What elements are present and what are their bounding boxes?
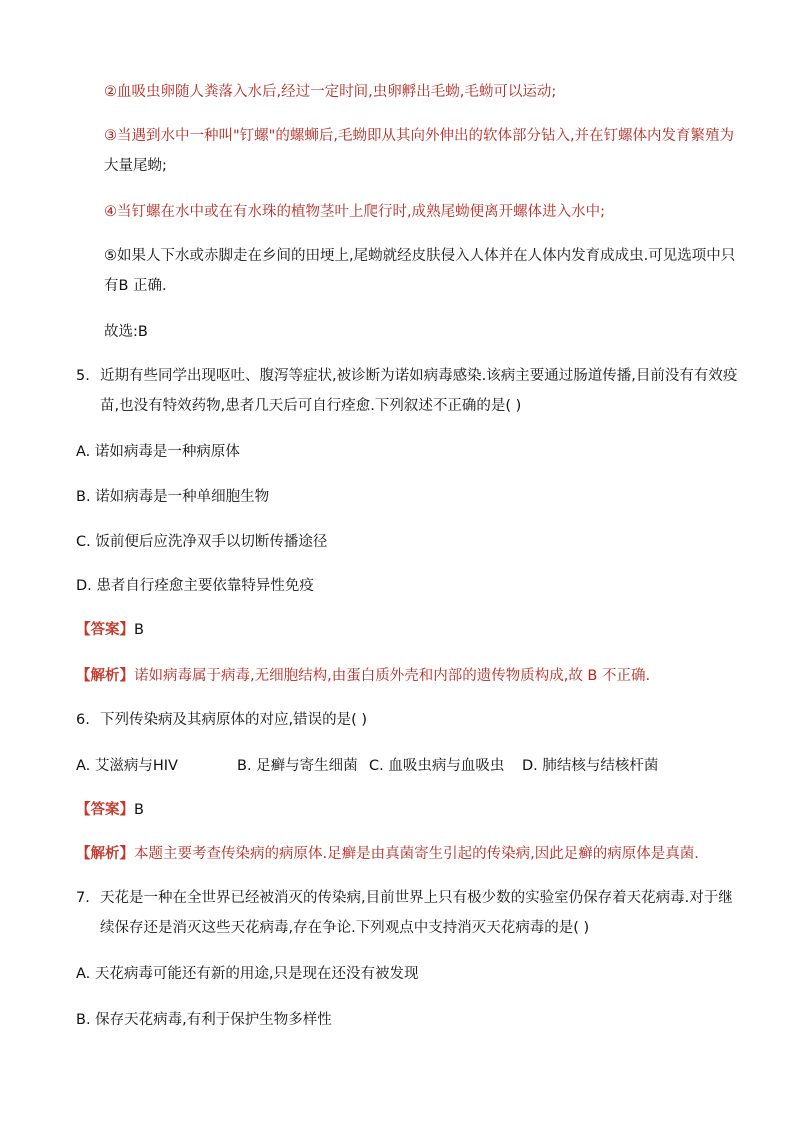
q5-analysis (76, 666, 650, 686)
q6-option-a: A. 艾滋病与HIV (76, 758, 178, 774)
q7-option-b: B. 保存天花病毒,有利于保护生物多样性 (76, 1012, 332, 1028)
q6-option-c: C. 血吸虫病与血吸虫 (369, 758, 505, 774)
analysis-choice: 故选:B (104, 324, 148, 340)
q7-number: 7. (76, 890, 90, 906)
q6-analysis (76, 844, 699, 864)
analysis-step-3-line-2: 大量尾蚴; (104, 158, 167, 174)
q5-option-c: C. 饭前便后应洗净双手以切断传播途径 (76, 534, 328, 550)
analysis-step-5-line-1: ⑤如果人下水或赤脚走在乡间的田埂上,尾蚴就经皮肤侵入人体并在人体内发育成成虫.可见选项中只 (104, 248, 736, 264)
q6-answer (76, 800, 144, 820)
q6-answer-value: B (134, 802, 144, 818)
q5-number: 5. (76, 368, 90, 384)
q7-stem-line-2: 续保存还是消灭这些天花病毒,存在争论.下列观点中支持消灭天花病毒的是( ) (100, 920, 590, 936)
q5-answer-tag: 【答案】 (76, 622, 134, 638)
q6-answer-tag: 【答案】 (76, 802, 134, 818)
q6-analysis-text: 本题主要考查传染病的病原体.足癣是由真菌寄生引起的传染病,因此足癣的病原体是真菌. (134, 846, 699, 862)
q7-stem-line-1: 天花是一种在全世界已经被消灭的传染病,目前世界上只有极少数的实验室仍保存着天花病毒.对于继 (100, 890, 733, 906)
q5-analysis-tag: 【解析】 (76, 668, 134, 684)
q6-number: 6. (76, 712, 90, 728)
analysis-step-4: ④当钉螺在水中或在有水珠的植物茎叶上爬行时,成熟尾蚴便离开螺体进入水中; (104, 204, 605, 220)
q5-stem-line-1: 近期有些同学出现呕吐、腹泻等症状,被诊断为诺如病毒感染.该病主要通过肠道传播,目前没有有效疫 (100, 368, 738, 384)
q5-option-b: B. 诺如病毒是一种单细胞生物 (76, 489, 270, 505)
q6-stem: 下列传染病及其病原体的对应,错误的是( ) (100, 712, 368, 728)
q5-option-d: D. 患者自行痊愈主要依靠特异性免疫 (76, 578, 314, 594)
q5-answer-value: B (134, 622, 144, 638)
q7-option-a: A. 天花病毒可能还有新的用途,只是现在还没有被发现 (76, 966, 419, 982)
analysis-step-3-line-1: ③当遇到水中一种叫"钉螺"的螺蛳后,毛蚴即从其向外伸出的软体部分钻入,并在钉螺体内发育繁殖为 (104, 128, 735, 144)
q5-analysis-text: 诺如病毒属于病毒,无细胞结构,由蛋白质外壳和内部的遗传物质构成,故 B 不正确. (134, 668, 651, 684)
q5-stem-line-2: 苗,也没有特效药物,患者几天后可自行痊愈.下列叙述不正确的是( ) (100, 398, 522, 414)
q6-option-d: D. 肺结核与结核杆菌 (522, 758, 659, 774)
analysis-step-2: ②血吸虫卵随人粪落入水后,经过一定时间,虫卵孵出毛蚴,毛蚴可以运动; (104, 84, 557, 100)
q6-option-b: B. 足癣与寄生细菌 (237, 758, 358, 774)
q6-analysis-tag: 【解析】 (76, 846, 134, 862)
q5-answer (76, 620, 144, 640)
q5-option-a: A. 诺如病毒是一种病原体 (76, 444, 240, 460)
analysis-step-5-line-2: 有B 正确. (104, 278, 167, 294)
